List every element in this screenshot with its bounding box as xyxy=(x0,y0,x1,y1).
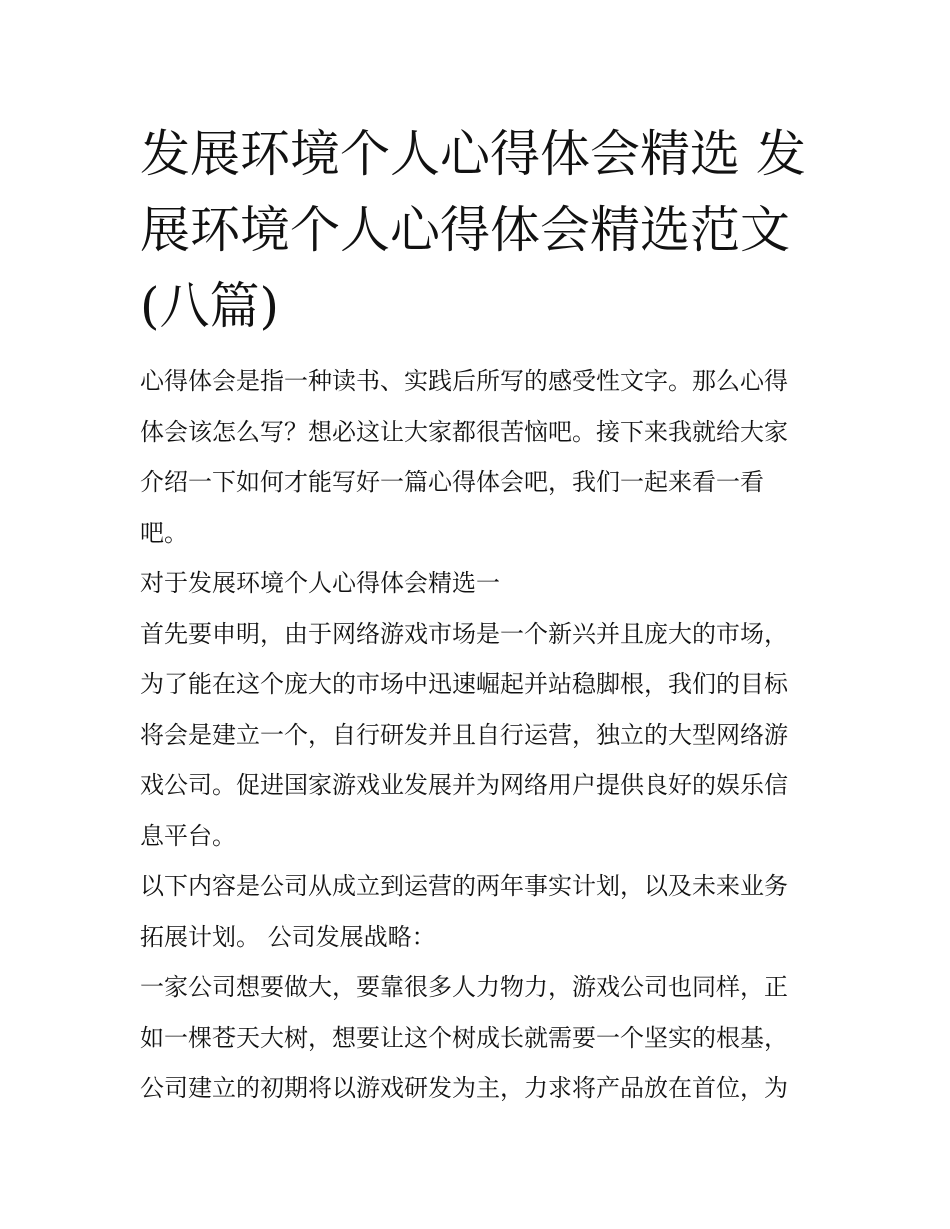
text-line: 以下内容是公司从成立到运营的两年事实计划，以及未来业务 xyxy=(140,872,788,900)
intro-paragraph xyxy=(140,356,816,558)
text-line: 体会该怎么写？想必这让大家都很苦恼吧。接下来我就给大家 xyxy=(140,417,788,446)
text-line: 首先要申明，由于网络游戏市场是一个新兴并且庞大的市场， xyxy=(140,619,788,648)
text-line: 吧。 xyxy=(140,518,188,547)
text-line: 心得体会是指一种读书、实践后所写的感受性文字。那么心得 xyxy=(140,367,788,395)
section-heading xyxy=(140,558,816,609)
text-line: 介绍一下如何才能写好一篇心得体会吧，我们一起来看一看 xyxy=(140,468,764,496)
text-line: 一家公司想要做大，要靠很多人力物力，游戏公司也同样，正 xyxy=(140,973,788,1001)
title-line: 发展环境个人心得体会精选 发 xyxy=(140,125,806,183)
text-line: 戏公司。促进国家游戏业发展并为网络用户提供良好的娱乐信 xyxy=(140,771,788,799)
title-line: (八篇) xyxy=(140,277,280,335)
body-paragraph xyxy=(140,962,816,1114)
text-line: 如一棵苍天大树，想要让这个树成长就需要一个坚实的根基， xyxy=(140,1023,788,1052)
title-line: 展环境个人心得体会精选范文 xyxy=(140,201,790,259)
text-line: 将会是建立一个，自行研发并且自行运营，独立的大型网络游 xyxy=(140,720,788,749)
body-paragraph xyxy=(140,861,816,962)
text-line: 对于发展环境个人心得体会精选一 xyxy=(140,569,500,597)
document-body xyxy=(140,356,816,1114)
text-line: 为了能在这个庞大的市场中迅速崛起并站稳脚根，我们的目标 xyxy=(140,670,788,698)
document-title xyxy=(140,116,816,344)
text-line: 拓展计划。 公司发展战略： xyxy=(140,922,436,951)
body-paragraph xyxy=(140,609,816,862)
text-line: 公司建立的初期将以游戏研发为主，力求将产品放在首位，为 xyxy=(140,1074,788,1102)
text-line: 息平台。 xyxy=(140,821,236,850)
document-page xyxy=(140,116,816,1114)
